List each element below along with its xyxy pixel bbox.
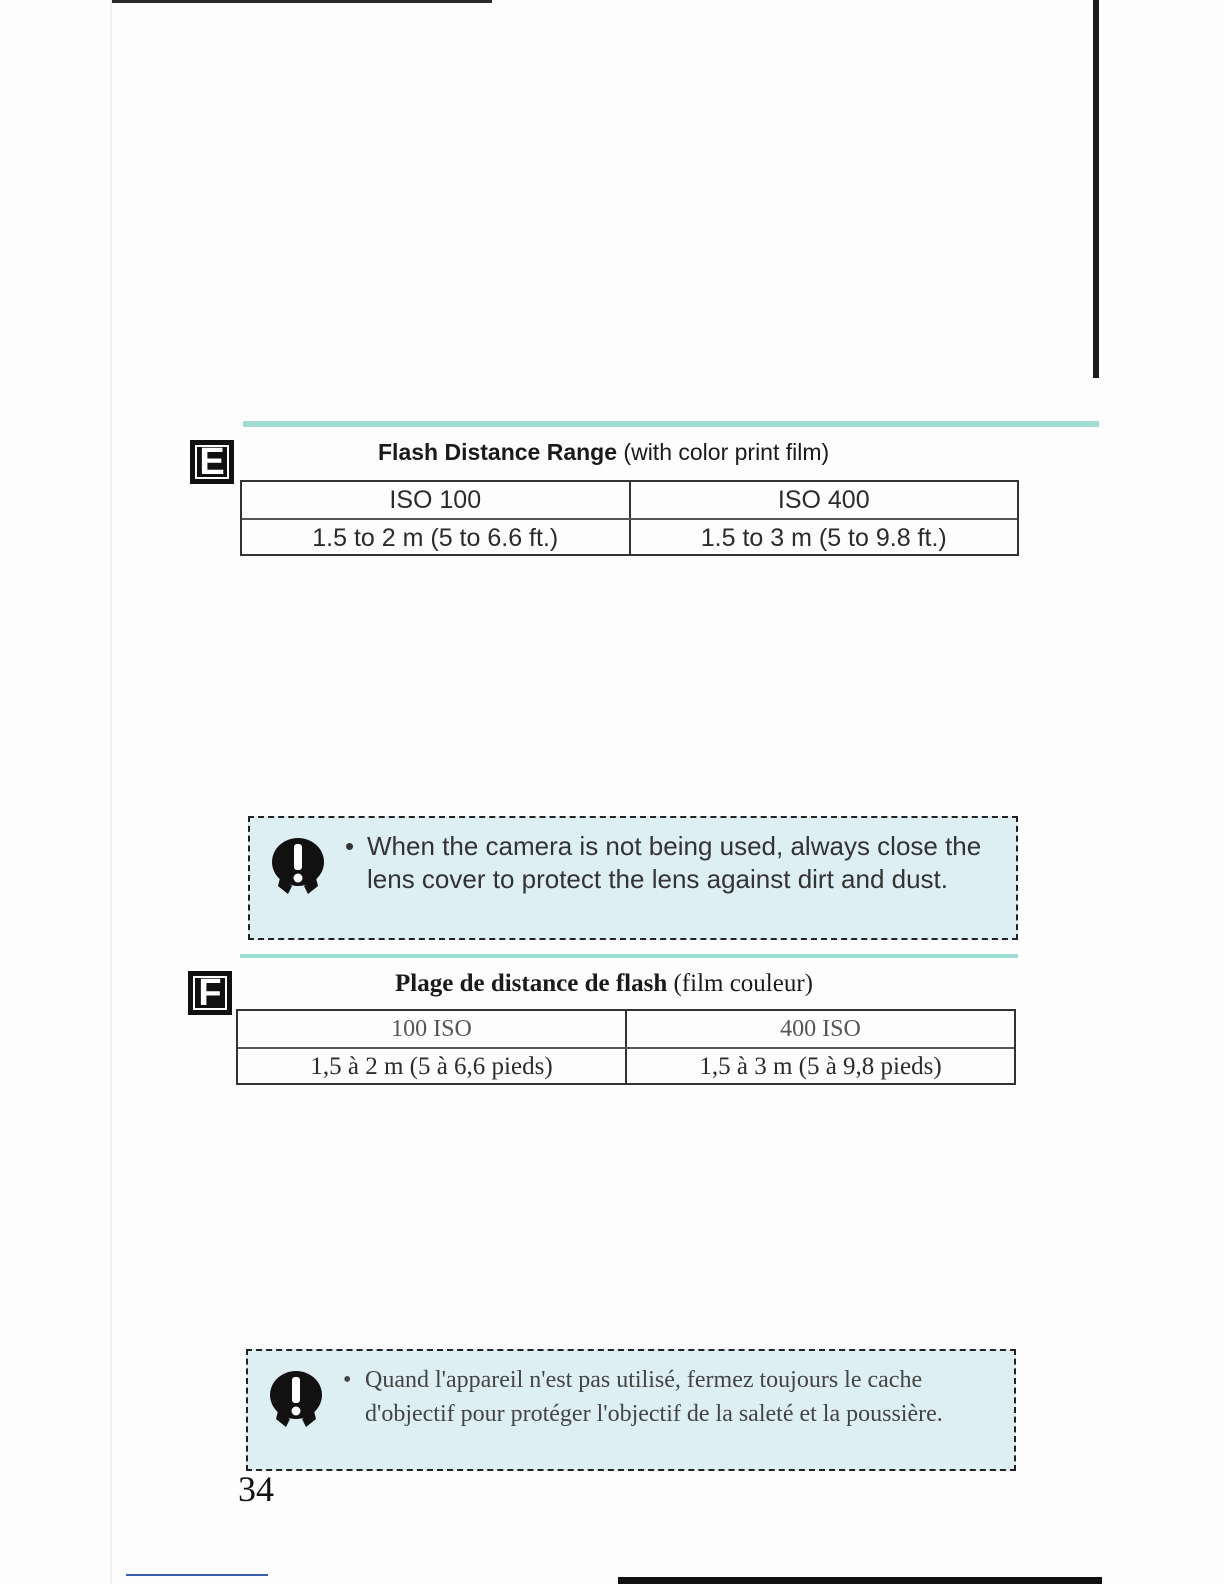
header-iso-400: 400 ISO bbox=[625, 1011, 1014, 1047]
caution-box-french bbox=[246, 1349, 1016, 1471]
section-rule-french bbox=[240, 954, 1018, 958]
value-iso-100: 1,5 à 2 m (5 à 6,6 pieds) bbox=[310, 1053, 553, 1080]
language-badge-french: F bbox=[188, 971, 232, 1015]
value-iso-100: 1.5 to 2 m (5 to 6.6 ft.) bbox=[312, 523, 559, 552]
scan-top-edge bbox=[112, 0, 492, 3]
scan-bottom-right-edge bbox=[618, 1577, 1102, 1584]
table-header-row bbox=[238, 1011, 1014, 1047]
language-badge-english: E bbox=[190, 440, 234, 484]
caution-message: Quand l'appareil n'est pas utilisé, fermez toujours le cache d'objectif pour protéger l'objectif de la saleté et la poussière. bbox=[365, 1367, 943, 1427]
table-title-bold: Flash Distance Range bbox=[378, 439, 618, 465]
scan-bottom-left-edge bbox=[126, 1574, 268, 1576]
scan-right-edge bbox=[1093, 0, 1099, 378]
table-title-note: (with color print film) bbox=[623, 439, 830, 465]
caution-message: When the camera is not being used, always close the lens cover to protect the lens against dirt and dust. bbox=[367, 831, 982, 894]
caution-text-english: • When the camera is not being used, always close the lens cover to protect the lens against dirt and dust. bbox=[345, 831, 982, 894]
value-iso-400: 1.5 to 3 m (5 to 9.8 ft.) bbox=[629, 520, 1018, 556]
table-value-row bbox=[238, 1047, 1014, 1085]
caution-box-english bbox=[248, 816, 1018, 940]
section-rule-english bbox=[243, 421, 1099, 427]
table-value-row bbox=[242, 518, 1017, 556]
caution-exclamation-icon bbox=[268, 1369, 324, 1429]
table-title-french bbox=[395, 970, 813, 998]
table-header-row bbox=[242, 482, 1017, 518]
flash-range-table-english bbox=[240, 480, 1019, 556]
value-iso-400: 1,5 à 3 m (5 à 9,8 pieds) bbox=[625, 1049, 1014, 1085]
flash-range-table-french bbox=[236, 1009, 1016, 1085]
table-title-note: (film couleur) bbox=[673, 970, 813, 997]
page-left-edge bbox=[110, 0, 112, 1584]
header-iso-100: 100 ISO bbox=[391, 1015, 472, 1042]
caution-text-french: • Quand l'appareil n'est pas utilisé, fermez toujours le cache d'objectif pour protéger l'objectif de la saleté et la poussière. bbox=[343, 1367, 943, 1427]
page-number: 34 bbox=[238, 1469, 274, 1509]
caution-exclamation-icon bbox=[270, 836, 326, 896]
header-iso-400: ISO 400 bbox=[629, 482, 1018, 518]
header-iso-100: ISO 100 bbox=[389, 485, 482, 514]
table-title-bold: Plage de distance de flash bbox=[395, 970, 668, 997]
table-title-english bbox=[378, 439, 829, 466]
